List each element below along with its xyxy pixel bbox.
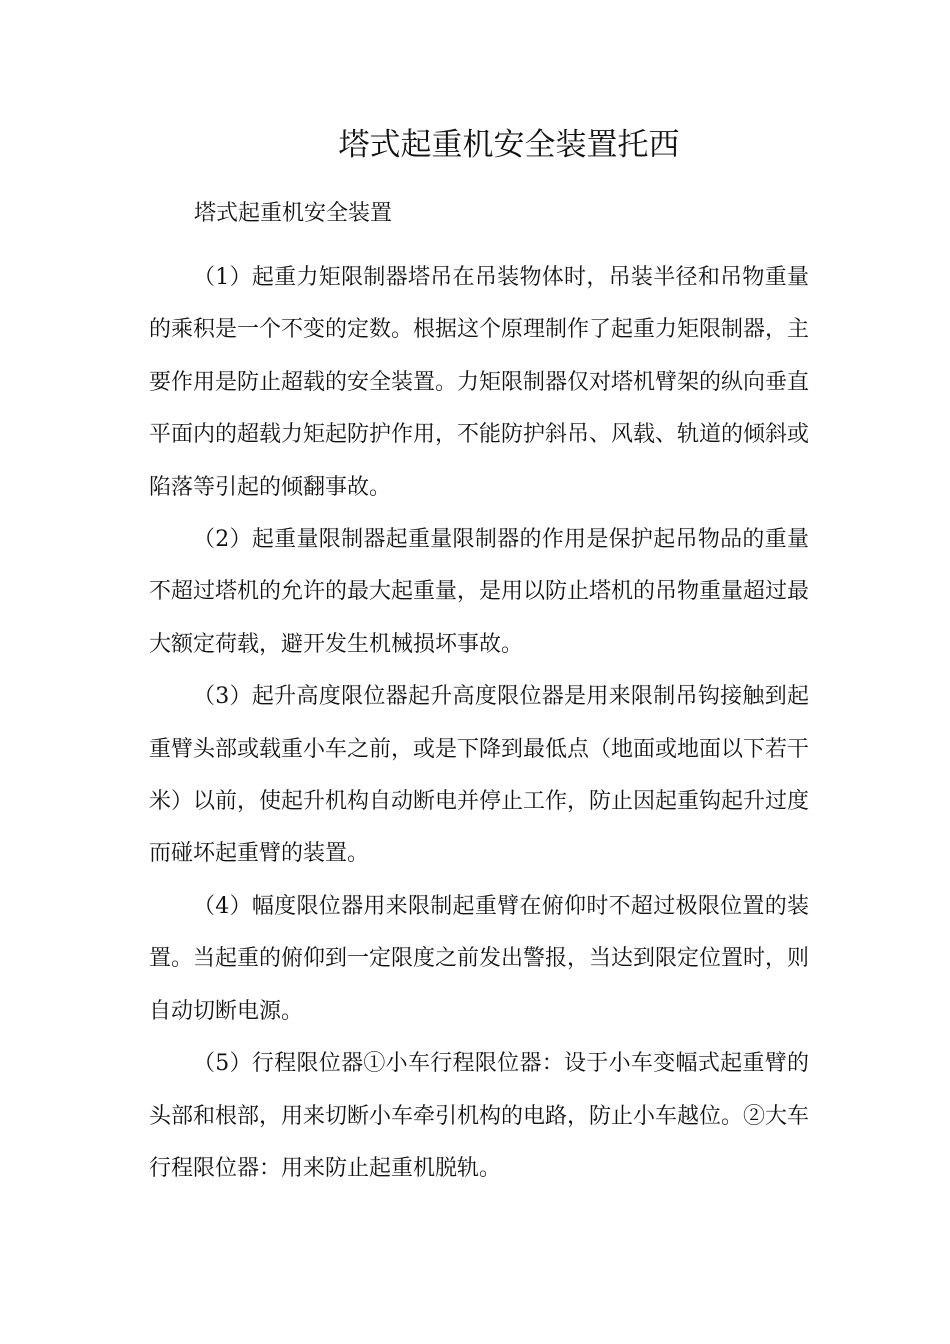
paragraph-load-limiter: （2）起重量限制器起重量限制器的作用是保护起吊物品的重量不超过塔机的允许的最大起重量，是用以防止塔机的吊物重量超过最大额定荷载，避开发生机械损坏事故。: [149, 527, 810, 657]
paragraph-travel-limiter: （5）行程限位器①小车行程限位器：设于小车变幅式起重臂的头部和根部，用来切断小车牵引机构的电路，防止小车越位。②大车行程限位器：用来防止起重机脱轨。: [149, 1051, 810, 1181]
paragraph-height-limiter: （3）起升高度限位器起升高度限位器是用来限制吊钩接触到起重臂头部或载重小车之前，或是下降到最低点（地面或地面以下若干米）以前，使起升机构自动断电并停止工作，防止因起重钩起升过度而碰坏起重臂的装置。: [149, 684, 810, 867]
paragraph-amplitude-limiter: （4）幅度限位器用来限制起重臂在俯仰时不超过极限位置的装置。当起重的俯仰到一定限度之前发出警报，当达到限定位置时，则自动切断电源。: [149, 893, 810, 1024]
section-heading: 塔式起重机安全装置: [194, 201, 393, 226]
document-title: 塔式起重机安全装置托西: [338, 127, 680, 163]
document-body: [149, 252, 809, 1195]
paragraph-torque-limiter: （1）起重力矩限制器塔吊在吊装物体时，吊装半径和吊物重量的乘积是一个不变的定数。根据这个原理制作了起重力矩限制器，主要作用是防止超载的安全装置。力矩限制器仅对塔机臂架的纵向垂直平面内的超载力矩起防护作用，不能防护斜吊、风载、轨道的倾斜或陷落等引起的倾翻事故。: [149, 265, 810, 500]
